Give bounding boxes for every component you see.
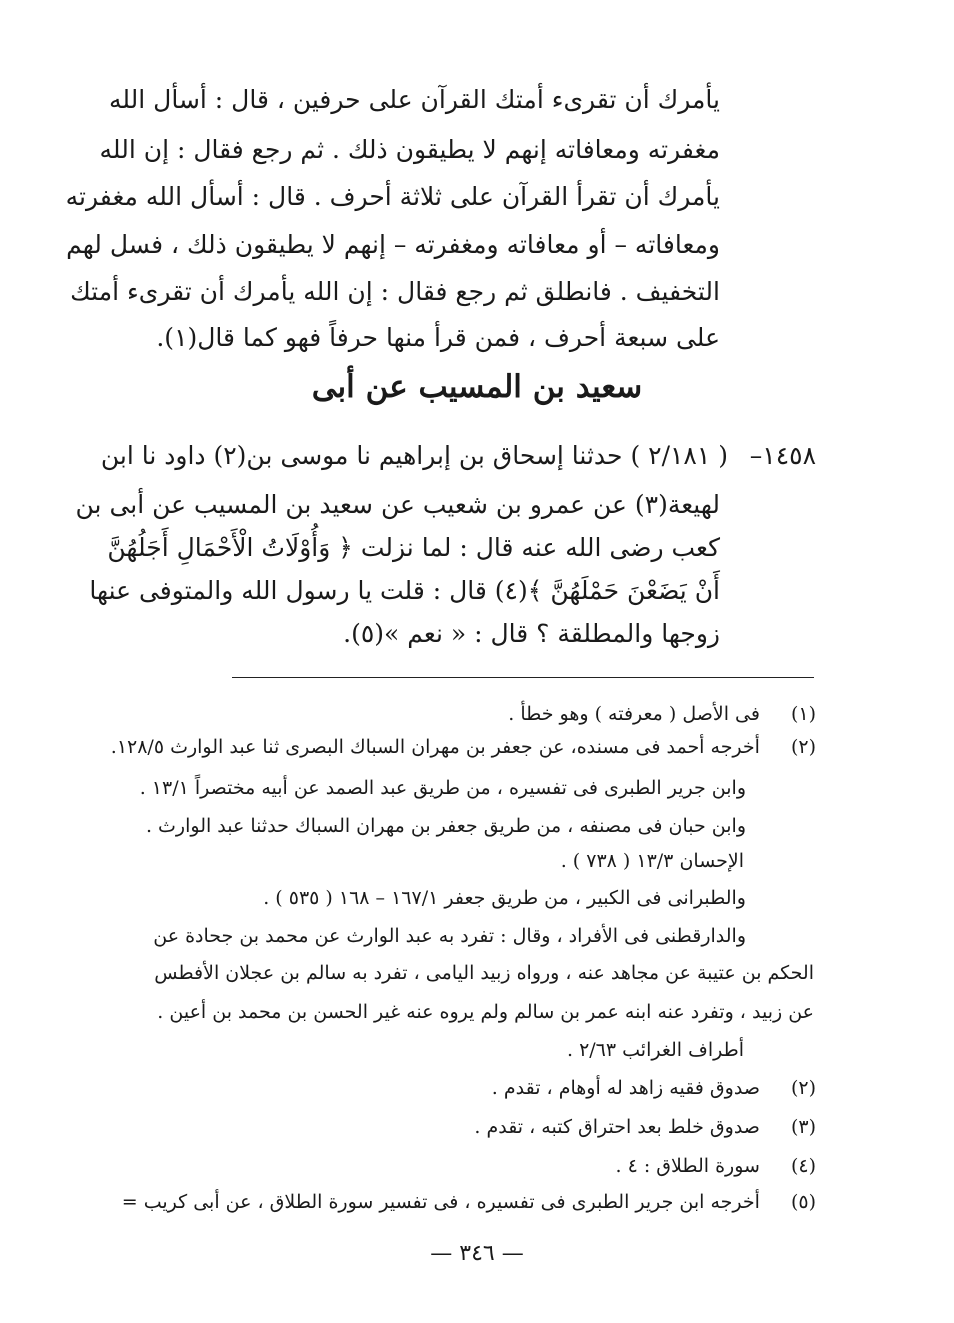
footnote-continuation: الحكم بن عتيبة عن مجاهد عنه ، ورواه زبيد اليامى ، تفرد به سالم بن عجلان الأفطس [154, 962, 814, 984]
footnote-number: (٣) [790, 1116, 816, 1138]
intro-line: على سبعة أحرف ، فمن قرأ منها حرفاً فهو كما قال(١). [156, 323, 720, 352]
footnote-continuation: أطراف الغرائب ٢/٦٣ . [566, 1039, 744, 1061]
intro-line: ومعافاته – أو معافاته ومغفرته – إنهم لا يطيقون ذلك ، فسل لهم [66, 230, 720, 259]
footnote [116, 698, 816, 730]
hadith-line: كعب رضى الله عنه قال : لما نزلت ﴿ وَأُوْلَاتُ الْأَحْمَالِ أَجَلُهُنَّ [107, 533, 720, 562]
footnote [116, 1072, 816, 1104]
footnote-continuation: وابن جرير الطبرى فى تفسيره ، من طريق عبد الصمد عن أبيه مختصراً ١٣/١ . [139, 777, 746, 799]
footnote [116, 1186, 816, 1218]
intro-line: يأمرك أن تقرىء أمتك القرآن على حرفين ، قال : أسأل الله [108, 85, 720, 114]
footnote-divider [232, 677, 814, 678]
footnote-continuation: والطبرانى فى الكبير ، من طريق جعفر ١٦٧/١ – ١٦٨ ( ٥٣٥ ) . [263, 887, 746, 909]
footnote [116, 1111, 816, 1143]
footnote [110, 731, 816, 763]
footnote-number: (٤) [790, 1155, 816, 1177]
footnote-number: (٢) [790, 736, 816, 758]
footnote-number: (٥) [790, 1191, 816, 1213]
footnote-continuation: والدارقطنى فى الأفراد ، وقال : تفرد به عبد الوارث عن محمد بن جحادة عن [153, 925, 746, 947]
intro-line: يأمرك أن تقرأ القرآن على ثلاثة أحرف . قال : أسأل الله مغفرته [65, 182, 720, 211]
footnote-continuation: عن زبيد ، وتفرد عنه ابنه عمر بن سالم ولم يروه عنه غير الحسن بن محمد بن أعين . [157, 1001, 814, 1023]
footnote-text: سورة الطلاق : ٤ . [615, 1155, 760, 1177]
footnote-text: فى الأصل ( معرفته ) وهو خطأ . [508, 703, 760, 725]
hadith-number: ١٤٥٨– [749, 441, 816, 470]
footnote [116, 1150, 816, 1182]
hadith-line: زوجها والمطلقة ؟ قال : « نعم »(٥). [343, 619, 720, 648]
hadith-line: أَنْ يَضَعْنَ حَمْلَهُنَّ ﴾(٤) قال : قلت يا رسول الله والمتوفى عنها [89, 576, 720, 605]
hadith-line: ( ٢/١٨١ ) حدثنا إسحاق بن إبراهيم نا موسى بن(٢) داود نا ابن [100, 441, 728, 470]
footnote-text: أخرجه أحمد فى مسنده، عن جعفر بن مهران السباك البصرى ثنا عبد الوارث ١٢٨/٥. [110, 736, 760, 758]
footnote-text: أخرجه ابن جرير الطبرى فى تفسيره ، فى تفسير سورة الطلاق ، عن أبى كريب = [121, 1191, 760, 1213]
footnote-continuation: وابن حبان فى مصنفه ، من طريق جعفر بن مهران السباك حدثنا عبد الوارث . [145, 815, 746, 837]
footnote-text: صدوق فقيه زاهد له أوهام ، تقدم . [491, 1077, 760, 1099]
intro-line: مغفرته ومعافاته إنهم لا يطيقون ذلك . ثم رجع فقال : إن الله [99, 135, 720, 164]
footnote-number: (١) [790, 703, 816, 725]
hadith-line: لهيعة(٣) عن عمرو بن شعيب عن سعيد بن المسيب عن أبى بن [75, 490, 720, 519]
footnote-text: صدوق خلط بعد احتراق كتبه ، تقدم . [474, 1116, 760, 1138]
section-heading: سعيد بن المسيب عن أبى [311, 369, 643, 405]
page-number: — ٣٤٦ — [430, 1241, 524, 1266]
intro-line: التخفيف . فانطلق ثم رجع فقال : إن الله يأمرك أن تقرىء أمتك [70, 277, 720, 306]
footnote-continuation: الإحسان ١٣/٣ ( ٧٣٨ ) . [560, 850, 744, 872]
footnote-number: (٢) [790, 1077, 816, 1099]
